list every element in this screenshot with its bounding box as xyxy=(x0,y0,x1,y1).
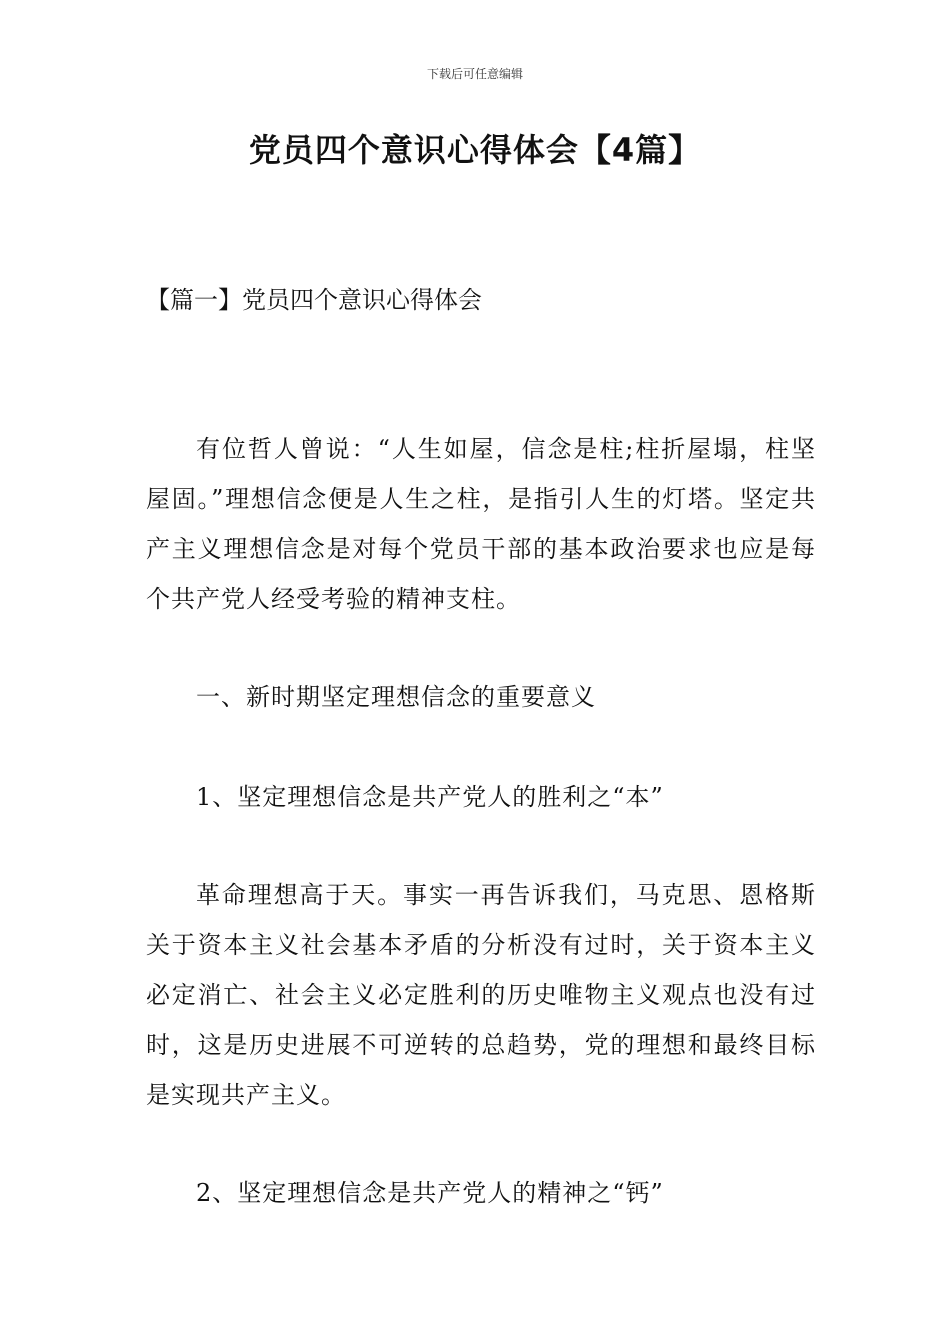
point-two-heading: 2、坚定理想信念是共产党人的精神之“钙” xyxy=(196,1179,664,1207)
header-note: 下载后可任意编辑 xyxy=(426,67,523,81)
subheading-one: 一、新时期坚定理想信念的重要意义 xyxy=(196,683,596,711)
intro-paragraph: 有位哲人曾说：“人生如屋，信念是柱;柱折屋塌，柱坚屋固。”理想信念便是人生之柱，是指引人生的灯塔。坚定共产主义理想信念是对每个党员干部的基本政治要求也应是每个共产党人经受考验的精神支柱。 xyxy=(146,435,816,613)
point-one-heading: 1、坚定理想信念是共产党人的胜利之“本” xyxy=(196,783,664,811)
section-heading: 【篇一】党员四个意识心得体会 xyxy=(146,286,482,314)
point-one-body: 革命理想高于天。事实一再告诉我们，马克思、恩格斯关于资本主义社会基本矛盾的分析没有过时，关于资本主义必定消亡、社会主义必定胜利的历史唯物主义观点也没有过时，这是历史进展不可逆转的总趋势，党的理想和最终目标是实现共产主义。 xyxy=(146,881,816,1109)
page-title: 党员四个意识心得体会【4篇】 xyxy=(248,131,702,169)
